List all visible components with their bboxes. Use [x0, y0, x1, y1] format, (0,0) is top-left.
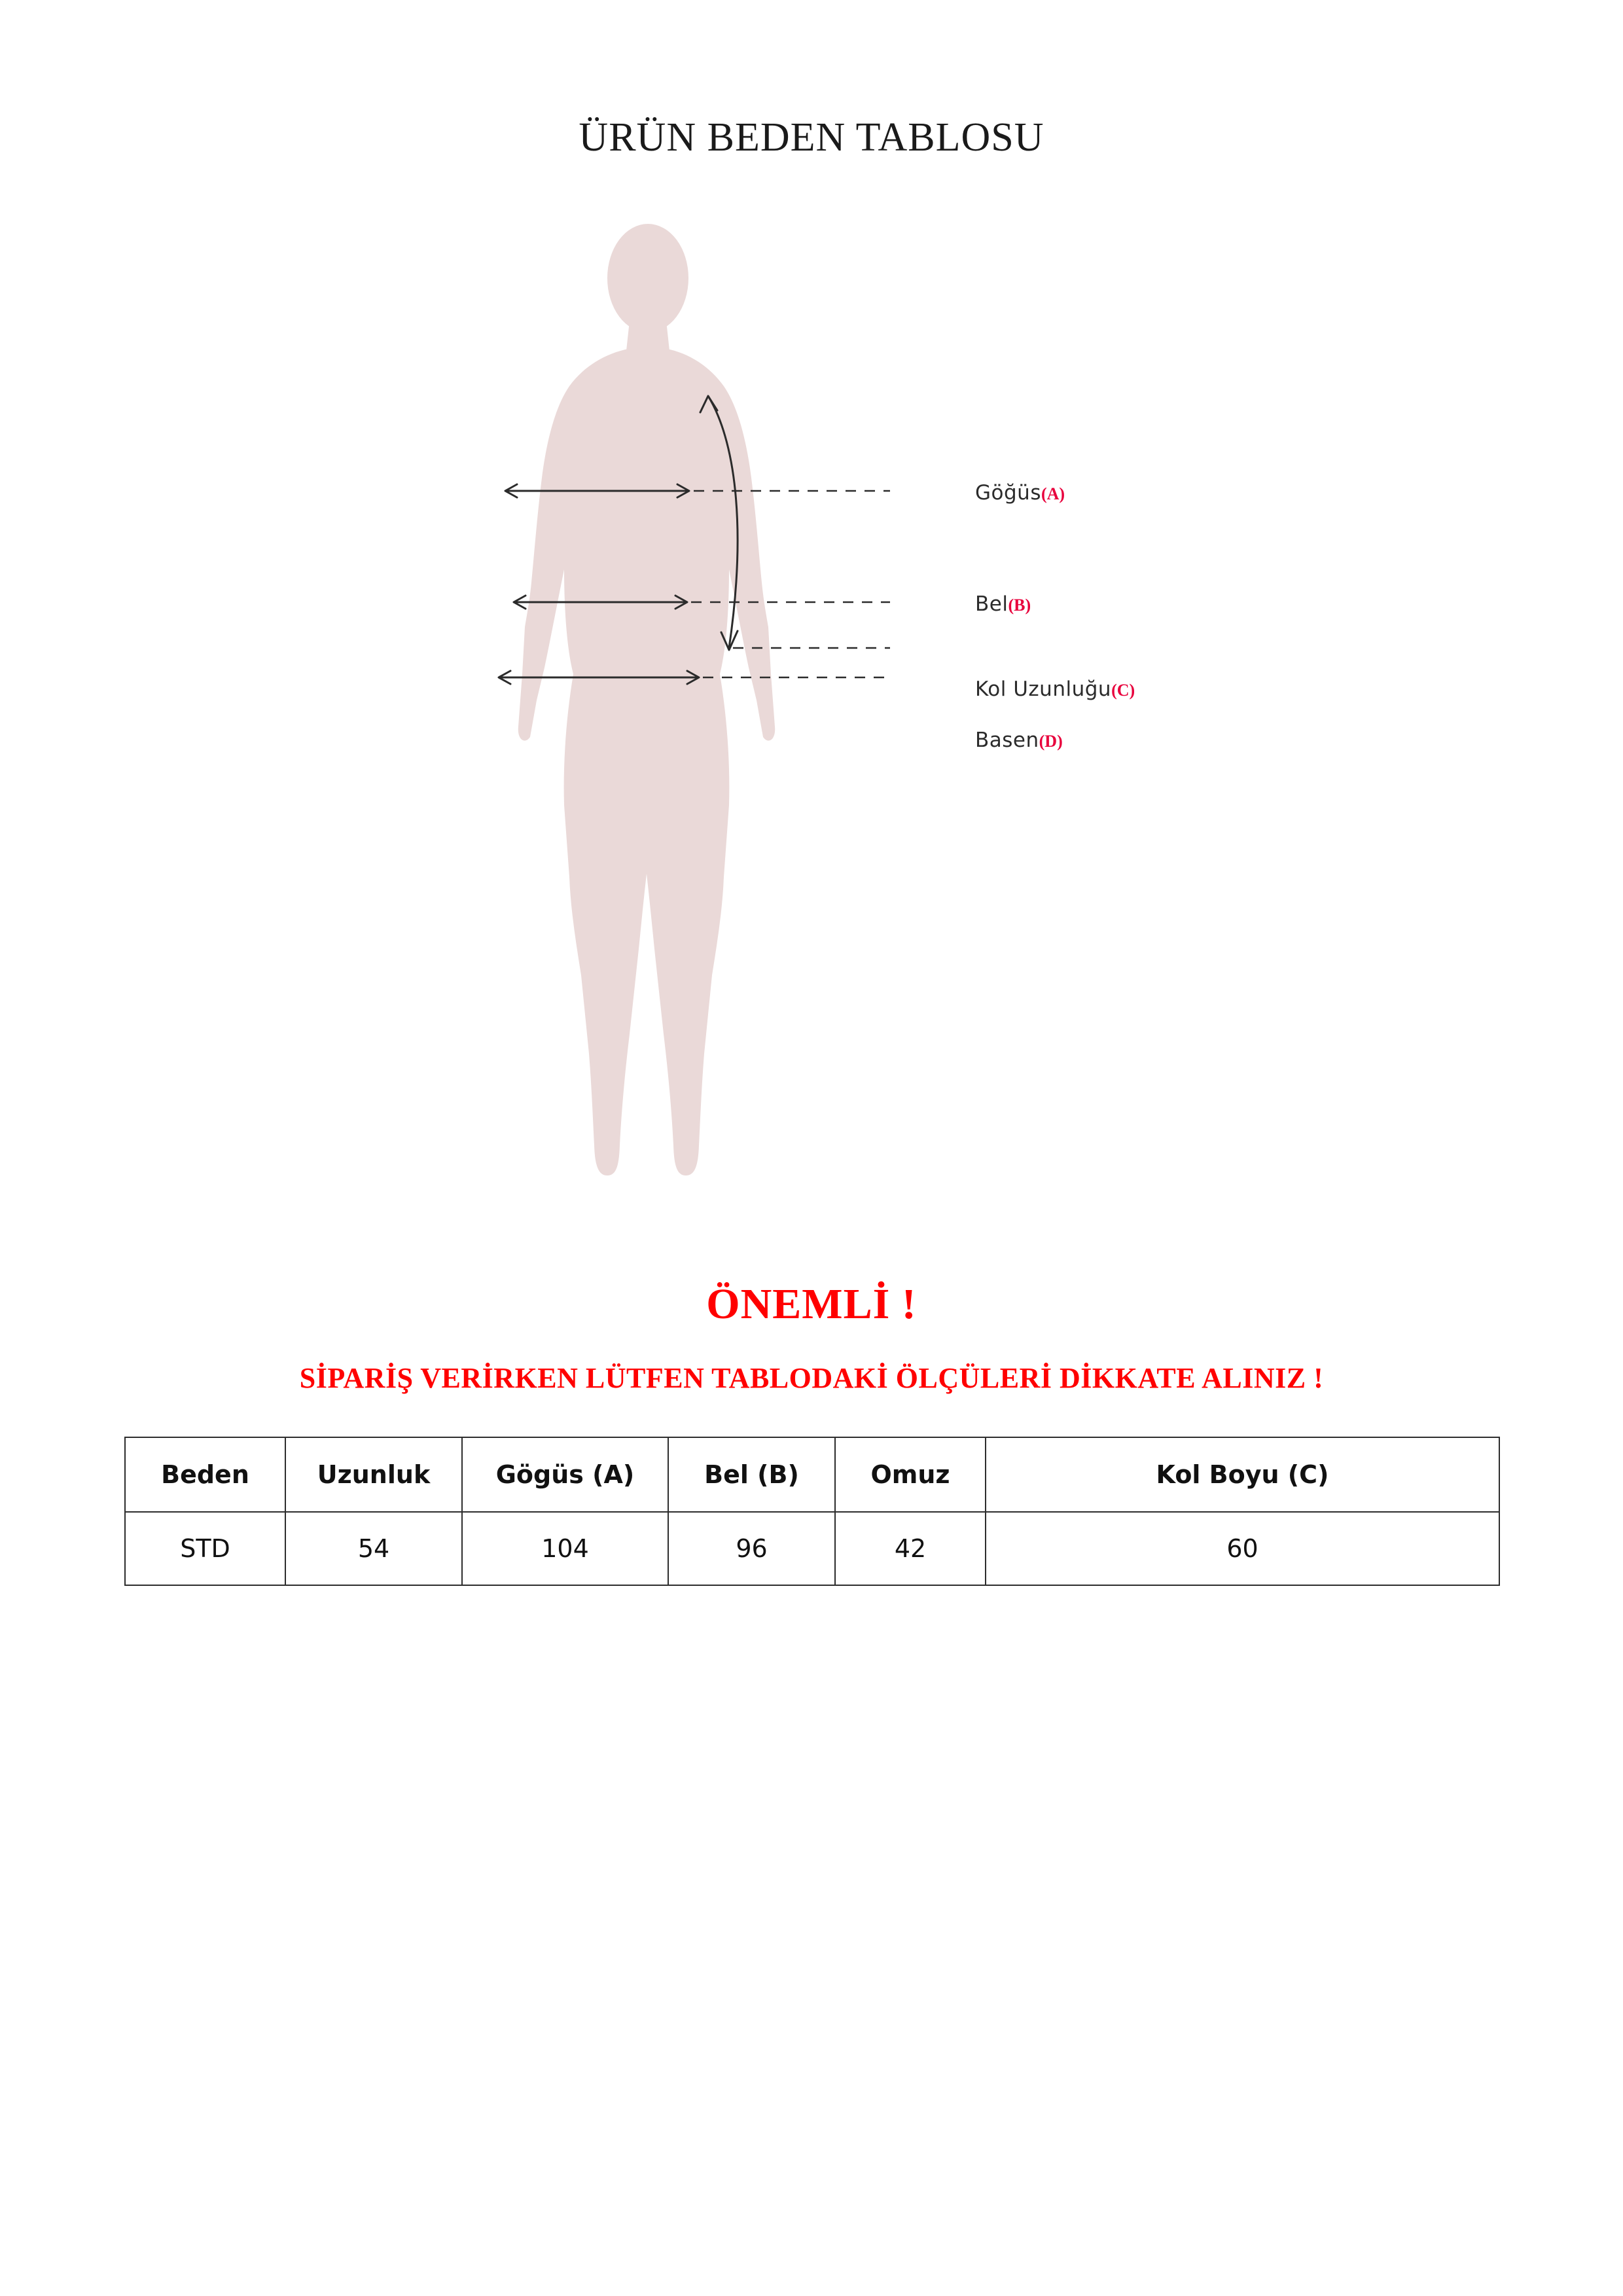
female-silhouette-icon [518, 224, 775, 1175]
size-table [124, 1437, 1500, 1586]
table-header-gogus: Gögüs (A) [462, 1437, 668, 1512]
size-diagram [452, 216, 1237, 1237]
table-header-uzunluk: Uzunluk [285, 1437, 462, 1512]
measure-code-chest: (A) [1041, 484, 1065, 503]
cell-bel: 96 [668, 1512, 835, 1585]
measure-label-hip [975, 728, 1063, 752]
table-row [125, 1512, 1499, 1585]
measure-label-waist [975, 592, 1031, 616]
table-header-omuz: Omuz [835, 1437, 986, 1512]
measure-label-sleeve-text: Kol Uzunluğu [975, 677, 1112, 701]
measure-label-sleeve [975, 677, 1135, 701]
warning-headline: ÖNEMLİ ! [706, 1280, 917, 1328]
measure-label-waist-text: Bel [975, 592, 1008, 616]
measure-label-chest-text: Göğüs [975, 481, 1041, 505]
measure-code-hip: (D) [1039, 732, 1063, 751]
measure-code-sleeve: (C) [1111, 681, 1135, 700]
measure-label-chest [975, 481, 1065, 505]
table-header-kolboyu: Kol Boyu (C) [986, 1437, 1499, 1512]
cell-beden: STD [125, 1512, 285, 1585]
cell-kolboyu: 60 [986, 1512, 1499, 1585]
measure-label-hip-text: Basen [975, 728, 1039, 752]
table-header-bel: Bel (B) [668, 1437, 835, 1512]
cell-uzunluk: 54 [285, 1512, 462, 1585]
table-header-row [125, 1437, 1499, 1512]
table-header-beden: Beden [125, 1437, 285, 1512]
page-title: ÜRÜN BEDEN TABLOSU [579, 115, 1044, 160]
cell-gogus: 104 [462, 1512, 668, 1585]
measure-code-waist: (B) [1008, 596, 1031, 615]
cell-omuz: 42 [835, 1512, 986, 1585]
warning-subtext: SİPARİŞ VERİRKEN LÜTFEN TABLODAKİ ÖLÇÜLERİ DİKKATE ALINIZ ! [299, 1362, 1324, 1394]
